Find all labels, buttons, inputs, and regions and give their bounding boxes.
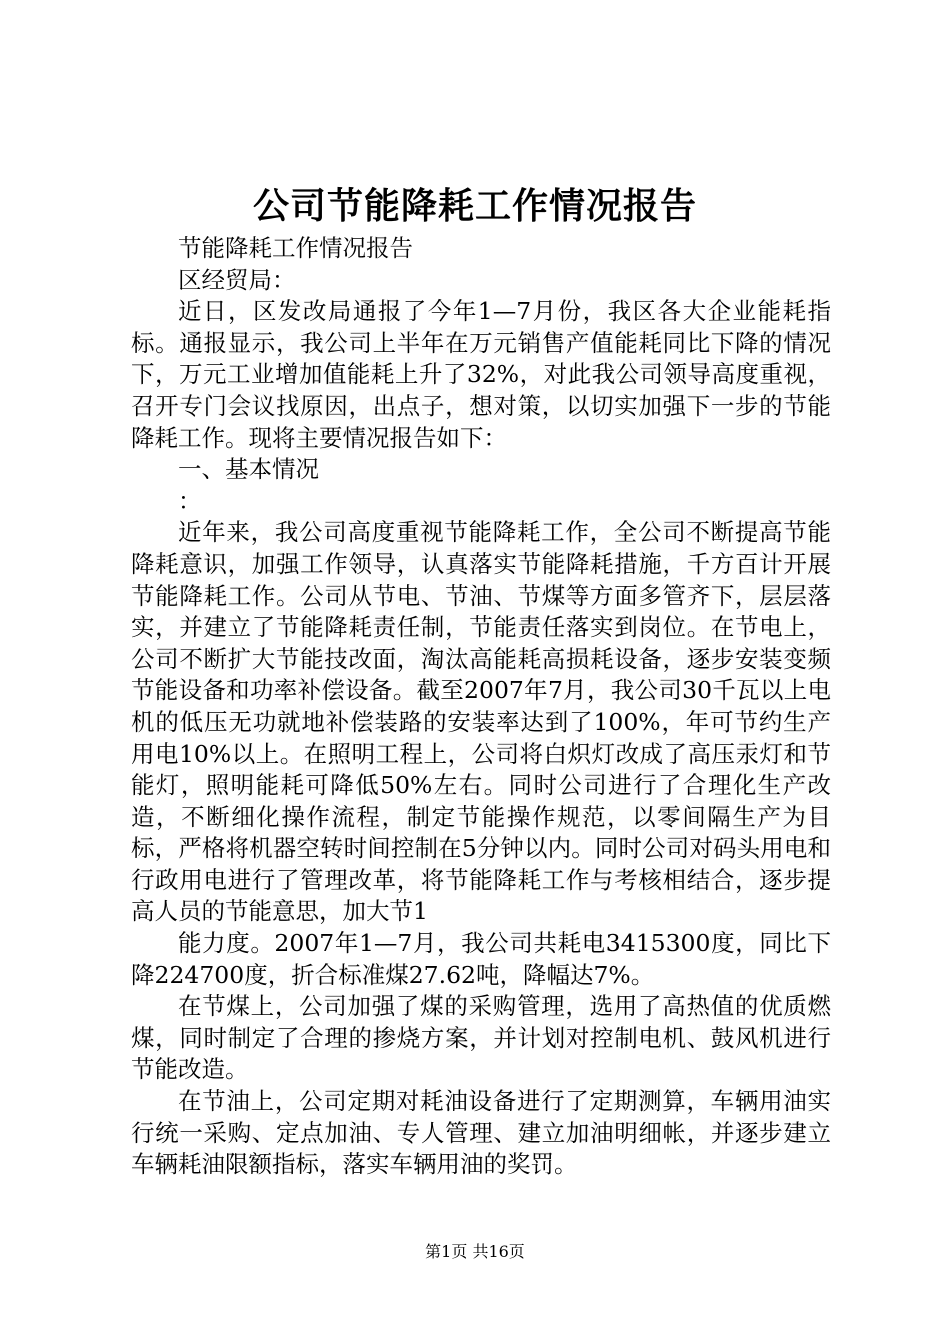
intro-paragraph: 近日，区发改局通报了今年1—7月份，我区各大企业能耗指标。通报显示，我公司上半年在万元销售产值能耗同比下降的情况下，万元工业增加值能耗上升了32%，对此我公司领导高度重视，召开专门会议找原因，出点子，想对策，以切实加强下一步的节能降耗工作。现将主要情况报告如下： (131, 297, 831, 452)
coal-paragraph: 在节煤上，公司加强了煤的采购管理，选用了高热值的优质燃煤，同时制定了合理的掺烧方案，并计划对控制电机、鼓风机进行节能改造。 (131, 992, 831, 1084)
oil-paragraph: 在节油上，公司定期对耗油设备进行了定期测算，车辆用油实行统一采购、定点加油、专人管理、建立加油明细帐，并逐步建立车辆耗油限额指标，落实车辆用油的奖罚。 (131, 1087, 831, 1179)
electricity-paragraph: 能力度。2007年1—7月，我公司共耗电3415300度，同比下降224700度，折合标准煤27.62吨，降幅达7%。 (131, 929, 831, 989)
overview-paragraph: 近年来，我公司高度重视节能降耗工作，全公司不断提高节能降耗意识，加强工作领导，认真落实节能降耗措施，千方百计开展节能降耗工作。公司从节电、节油、节煤等方面多管齐下，层层落实，并建立了节能降耗责任制，节能责任落实到岗位。在节电上，公司不断扩大节能技改面，淘汰高能耗高损耗设备，逐步安装变频节能设备和功率补偿设备。截至2007年7月，我公司30千瓦以上电机的低压无功就地补偿装路的安装率达到了100%，年可节约生产用电10%以上。在照明工程上，公司将白炽灯改成了高压汞灯和节能灯，照明能耗可降低50%左右。同时公司进行了合理化生产改造，不断细化操作流程，制定节能操作规范，以零间隔生产为目标，严格将机器空转时间控制在5分钟以内。同时公司对码头用电和行政用电进行了管理改革，将节能降耗工作与考核相结合，逐步提高人员的节能意思，加大节1 (131, 518, 831, 926)
section-heading: 一、基本情况 (178, 455, 319, 484)
subtitle-paragraph: 节能降耗工作情况报告 (178, 234, 413, 262)
salutation-paragraph: 区经贸局： (178, 265, 296, 294)
document-title: 公司节能降耗工作情况报告 (252, 185, 697, 227)
page-footer: 第1页 共16页 (425, 1242, 525, 1261)
document-body (131, 233, 831, 1181)
colon-paragraph: ： (178, 486, 202, 515)
